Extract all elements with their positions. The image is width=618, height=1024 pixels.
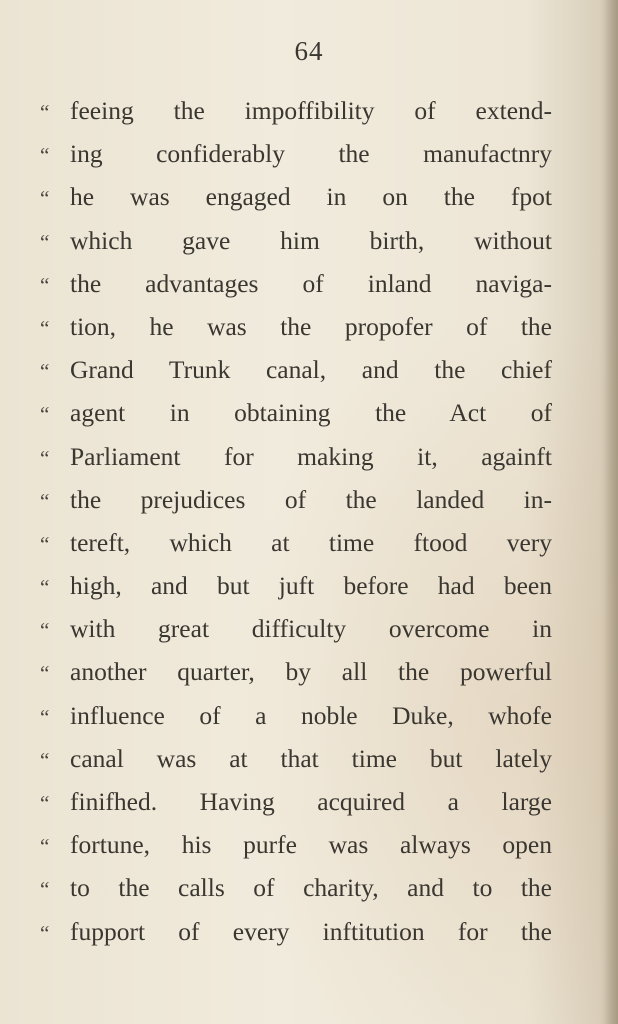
line-text: with great difficulty overcome in <box>70 614 552 644</box>
text-line <box>40 657 552 700</box>
text-line <box>40 614 552 657</box>
quote-mark: “ <box>40 272 50 297</box>
text-line <box>40 571 552 614</box>
text-line <box>40 701 552 744</box>
line-text: tereft, which at time ftood very <box>70 527 552 557</box>
line-text: feeing the impoffibility of extend- <box>70 96 552 125</box>
body-text <box>40 96 552 960</box>
text-line <box>40 226 552 269</box>
quote-mark: “ <box>40 791 50 815</box>
text-line <box>40 269 552 312</box>
text-line <box>40 442 552 485</box>
text-line <box>40 873 552 916</box>
text-line <box>40 139 552 182</box>
quote-mark: “ <box>40 704 50 729</box>
text-line <box>40 96 552 139</box>
page-edge-shadow <box>604 0 618 1024</box>
quote-mark: “ <box>40 531 50 556</box>
line-text: influence of a noble Duke, whofe <box>70 700 552 730</box>
quote-mark: “ <box>40 747 50 772</box>
quote-mark: “ <box>40 229 50 254</box>
quote-mark: “ <box>40 920 50 945</box>
quote-mark: “ <box>40 445 50 470</box>
line-text: fortune, his purfe was always open <box>70 830 552 860</box>
quote-mark: “ <box>40 186 50 211</box>
quote-mark: “ <box>40 143 50 168</box>
text-line <box>40 355 552 398</box>
line-text: another quarter, by all the powerful <box>70 657 552 687</box>
text-line <box>40 528 552 571</box>
text-line <box>40 830 552 873</box>
quote-mark: “ <box>40 359 50 384</box>
line-text: high, and but juft before had been <box>70 571 552 601</box>
line-text: fupport of every inftitution for the <box>70 916 552 946</box>
line-text: tion, he was the propofer of the <box>70 311 552 341</box>
line-text: to the calls of charity, and to the <box>70 873 552 903</box>
line-text: which gave him birth, without <box>70 225 552 255</box>
quote-mark: “ <box>40 100 50 124</box>
line-text: ing confiderably the manufactnry <box>70 139 552 169</box>
text-line <box>40 312 552 355</box>
line-text: agent in obtaining the Act of <box>70 398 552 428</box>
quote-mark: “ <box>40 661 50 686</box>
text-line <box>40 398 552 441</box>
line-text: Parliament for making it, againft <box>70 441 552 471</box>
quote-mark: “ <box>40 834 50 859</box>
text-line <box>40 485 552 528</box>
text-line <box>40 744 552 787</box>
quote-mark: “ <box>40 575 50 600</box>
quote-mark: “ <box>40 488 50 513</box>
line-text: finifhed. Having acquired a large <box>70 787 552 816</box>
text-line <box>40 917 552 960</box>
line-text: he was engaged in on the fpot <box>70 182 552 212</box>
quote-mark: “ <box>40 618 50 643</box>
page-number: 64 <box>294 36 324 66</box>
quote-mark: “ <box>40 402 50 427</box>
quote-mark: “ <box>40 315 50 340</box>
text-line <box>40 182 552 225</box>
quote-mark: “ <box>40 877 50 902</box>
line-text: canal was at that time but lately <box>70 743 552 773</box>
text-line <box>40 787 552 830</box>
line-text: the advantages of inland naviga- <box>70 268 552 298</box>
line-text: Grand Trunk canal, and the chief <box>70 355 552 385</box>
line-text: the prejudices of the landed in- <box>70 484 552 514</box>
